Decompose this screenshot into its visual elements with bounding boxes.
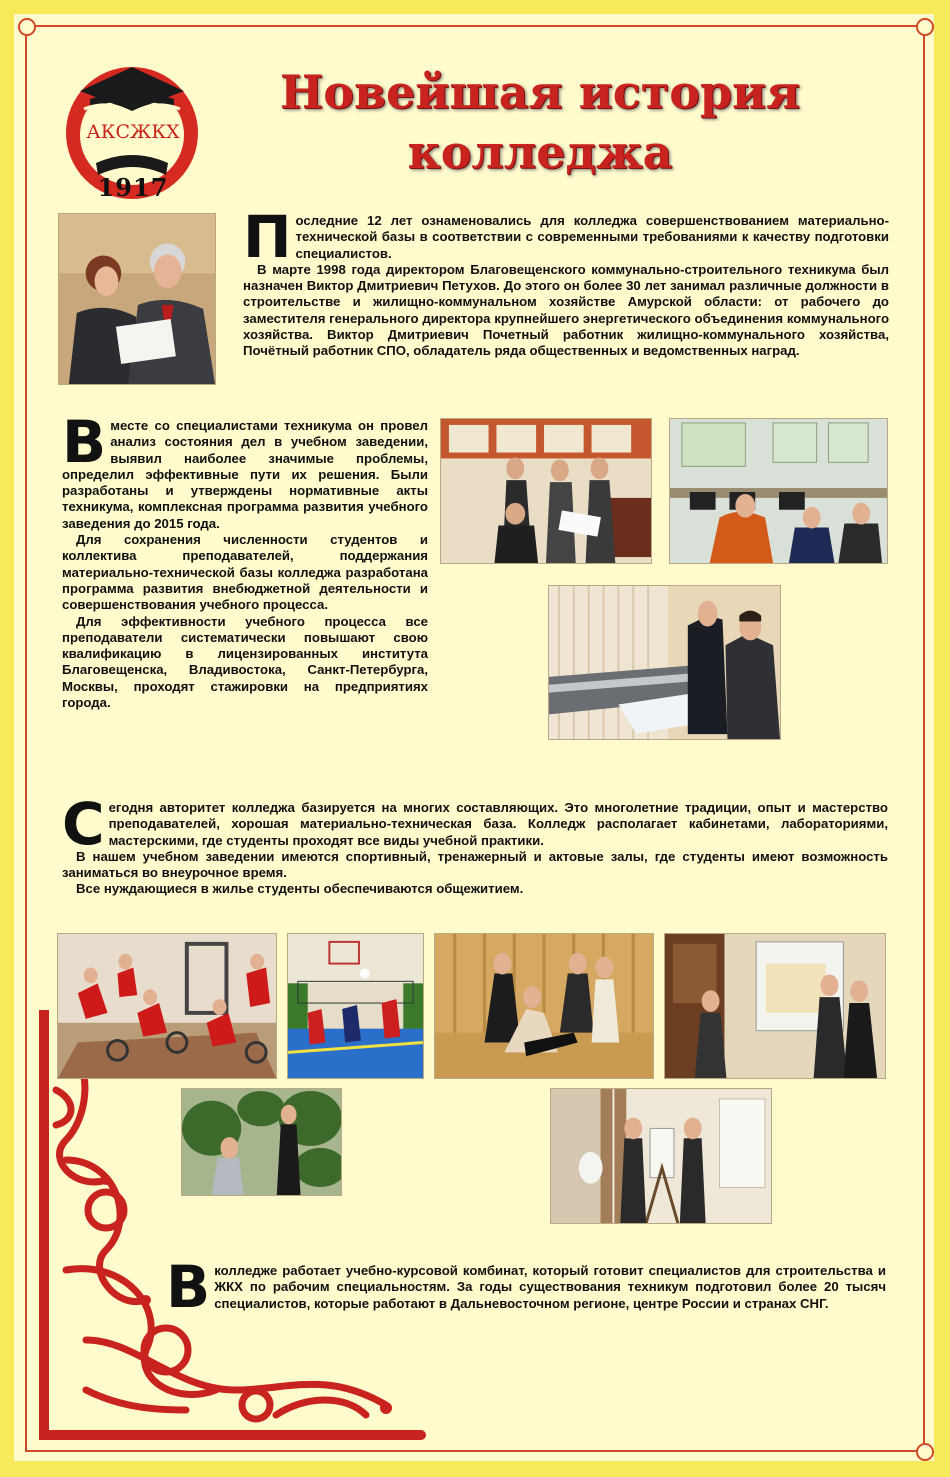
training-paragraph-1: колледже работает учебно-курсовой комбинат, который готовит специалистов для строительства и ЖКХ по рабочим специальностям. За годы существования техникум подготовил более 20 тысяч специалистов, которые работают в Дальневосточном регионе, центре России и странах СНГ. <box>214 1263 886 1311</box>
today-paragraph-2: В нашем учебном заведении имеются спортивный, тренажерный и актовые залы, где студенты имеют возможность заниматься во внеурочное время. <box>62 848 888 881</box>
development-paragraph-2: Для сохранения численности студентов и коллектива преподавателей, поддержания материально-технической базы колледжа разработана программа развития внебюджетной деятельности и совершенствования учебного процесса. <box>62 532 428 613</box>
drop-cap: В <box>62 408 107 476</box>
photo-stage-performance <box>434 933 654 1079</box>
today-paragraph-3: Все нуждающиеся в жилье студенты обеспечиваются общежитием. <box>76 881 524 897</box>
drop-cap: С <box>62 790 105 858</box>
logo-acronym: АКСЖКХ <box>86 121 180 143</box>
section-development <box>62 408 428 711</box>
photo-art-studio <box>550 1088 772 1224</box>
photo-teachers-meeting <box>440 418 652 564</box>
development-paragraph-3: Для эффективности учебного процесса все преподаватели систематически повышают свою квалификацию в лицензированных института Благовещенска, Владивостока, Санкт-Петербурга, Москвы, проходят стажировки на предприятиях города. <box>62 613 428 711</box>
frame-corner-ornament <box>916 1443 934 1461</box>
photo-gym <box>57 933 277 1079</box>
page-title-line1: Новейшая история <box>279 65 801 119</box>
photo-presentation-room <box>664 933 886 1079</box>
today-paragraph-1: егодня авторитет колледжа базируется на многих составляющих. Это многолетние традиции, опыт и мастерство преподавателей, хорошая материально-техническая база. Колледж располагает кабинетами, лабораториями, мастерскими, где студенты проходят все виды учебной практики. <box>108 800 888 848</box>
frame-corner-ornament <box>18 18 36 36</box>
intro-paragraph-1: оследние 12 лет ознаменовались для колледжа совершенствованием материально-технической базы в соответствии с современными требованиями к качеству подготовки специалистов. <box>295 213 889 261</box>
college-logo <box>60 55 205 205</box>
logo-year: 1917 <box>97 173 169 202</box>
intro-paragraph-2: В марте 1998 года директором Благовещенского коммунально-строительного техникума был назначен Виктор Дмитриевич Петухов. До этого он более 30 лет занимал различные должности в строительстве и жилищно-коммунальном хозяйстве Амурской области: от рабочего до заместителя генерального директора крупнейшего энергетического объединения коммунального хозяйства. Виктор Дмитриевич Почетный работник жилищно-коммунального хозяйства, Почётный работник СПО, обладатель ряда общественных и ведомственных наград. <box>243 261 889 359</box>
photo-winter-garden <box>181 1088 342 1196</box>
photo-computer-class <box>669 418 888 564</box>
drop-cap: П <box>243 203 292 271</box>
section-training-center <box>166 1253 886 1321</box>
section-today <box>62 790 888 898</box>
page-title-line2: колледжа <box>407 125 673 179</box>
photo-director <box>58 213 216 385</box>
development-paragraph-1: месте со специалистами техникума он провел анализ состояния дел в учебном заведении, выявил наиболее значимые проблемы, определил эффективные пути их решения. Были разработаны и утверждены нормативные акты техникума, комплексная программа развития учебного заведения до 2015 года. <box>62 418 428 531</box>
drop-cap: В <box>166 1253 211 1321</box>
photo-plotter <box>548 585 781 740</box>
frame-corner-ornament <box>916 18 934 36</box>
section-intro <box>243 203 889 360</box>
photo-volleyball <box>287 933 424 1079</box>
